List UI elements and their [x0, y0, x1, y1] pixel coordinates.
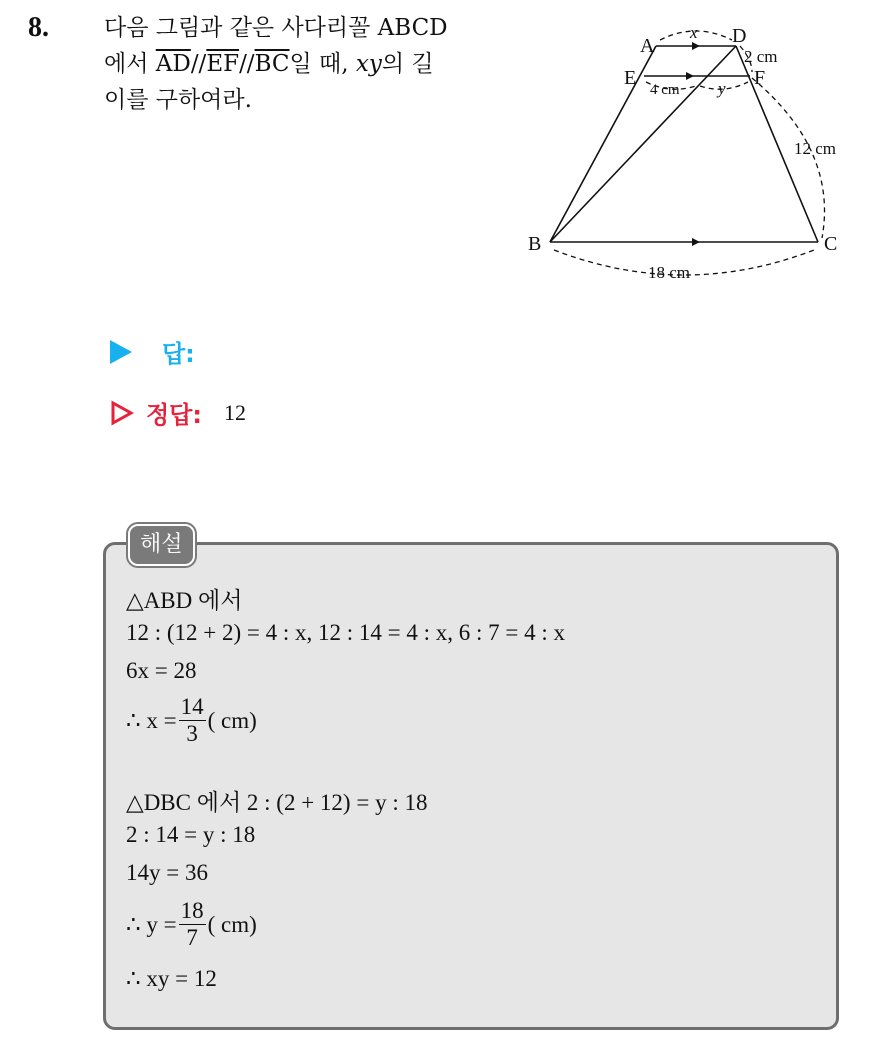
label-bc: 18 cm	[648, 263, 691, 282]
parallel-sign-1: //	[190, 51, 207, 77]
label-x: x	[690, 23, 698, 42]
label-y: y	[718, 79, 726, 98]
question-line-1: 다음 그림과 같은 사다리꼴 ABCD	[104, 15, 448, 41]
fraction-y-numerator: 18	[180, 898, 204, 923]
solution-line-8	[126, 898, 257, 951]
question-line-3: 이를 구하여라.	[104, 87, 252, 113]
solution-line-9: ∴ xy = 12	[126, 966, 217, 991]
trapezoid-figure	[520, 20, 860, 290]
solution-line-7: 14y = 36	[126, 860, 208, 885]
label-fc: 12 cm	[794, 139, 837, 158]
label-d: D	[732, 25, 747, 47]
side-ab	[550, 46, 656, 242]
solution-line-8-pre: ∴ y =	[126, 911, 177, 937]
solution-line-8-unit: ( cm)	[207, 911, 257, 937]
solution-line-6: 2 : 14 = y : 18	[126, 822, 256, 847]
fraction-x-denominator: 3	[186, 721, 198, 746]
brace-fc	[752, 78, 825, 238]
xy-variable: xy	[355, 51, 382, 77]
segment-ef: $\overline{EF}$	[206, 51, 240, 77]
question-line-2-pre: 에서	[104, 51, 156, 77]
fraction-x	[179, 694, 206, 747]
label-b: B	[528, 233, 542, 255]
solution-line-5: △DBC 에서 2 : (2 + 12) = y : 18	[126, 790, 428, 815]
answer-row	[110, 334, 195, 369]
play-outline-icon	[110, 400, 134, 426]
parallel-sign-2: //	[239, 51, 255, 77]
correct-answer-row	[110, 395, 246, 430]
solution-line-3: 6x = 28	[126, 658, 197, 683]
diagonal-bd	[550, 46, 736, 242]
fraction-y	[179, 898, 206, 951]
answer-label: 답:	[162, 340, 195, 368]
label-ef-part: 4 cm	[650, 82, 680, 98]
question-text	[104, 10, 504, 118]
label-a: A	[640, 35, 655, 57]
arrow-ef	[686, 72, 694, 80]
label-c: C	[824, 233, 838, 255]
arrow-bc	[692, 238, 700, 246]
fraction-y-denominator: 7	[186, 925, 198, 950]
correct-answer-value: 12	[223, 399, 246, 425]
segment-bc: $\overline{BC}$	[254, 51, 290, 77]
solution-line-4-pre: ∴ x =	[126, 707, 177, 733]
solution-line-4	[126, 694, 257, 747]
arrow-ad	[692, 42, 700, 50]
solution-line-4-unit: ( cm)	[207, 707, 257, 733]
solution-line-2: 12 : (12 + 2) = 4 : x, 12 : 14 = 4 : x, 6 : 7 = 4 : x	[126, 620, 566, 645]
play-filled-icon	[110, 340, 132, 364]
question-line-2	[104, 46, 504, 82]
segment-ad: $\overline{AD}$	[155, 51, 191, 77]
question-line-2-post: 일 때,	[289, 51, 356, 77]
label-f: F	[754, 67, 766, 89]
question-line-2-end: 의 길	[381, 51, 434, 77]
correct-answer-label: 정답:	[146, 401, 202, 429]
label-e: E	[624, 67, 637, 89]
fraction-x-numerator: 14	[180, 694, 204, 719]
question-number: 8.	[28, 12, 49, 43]
solution-tag: 해설	[128, 524, 195, 566]
label-df: 2 cm	[744, 47, 778, 66]
solution-line-1: △ABD 에서	[126, 588, 243, 613]
